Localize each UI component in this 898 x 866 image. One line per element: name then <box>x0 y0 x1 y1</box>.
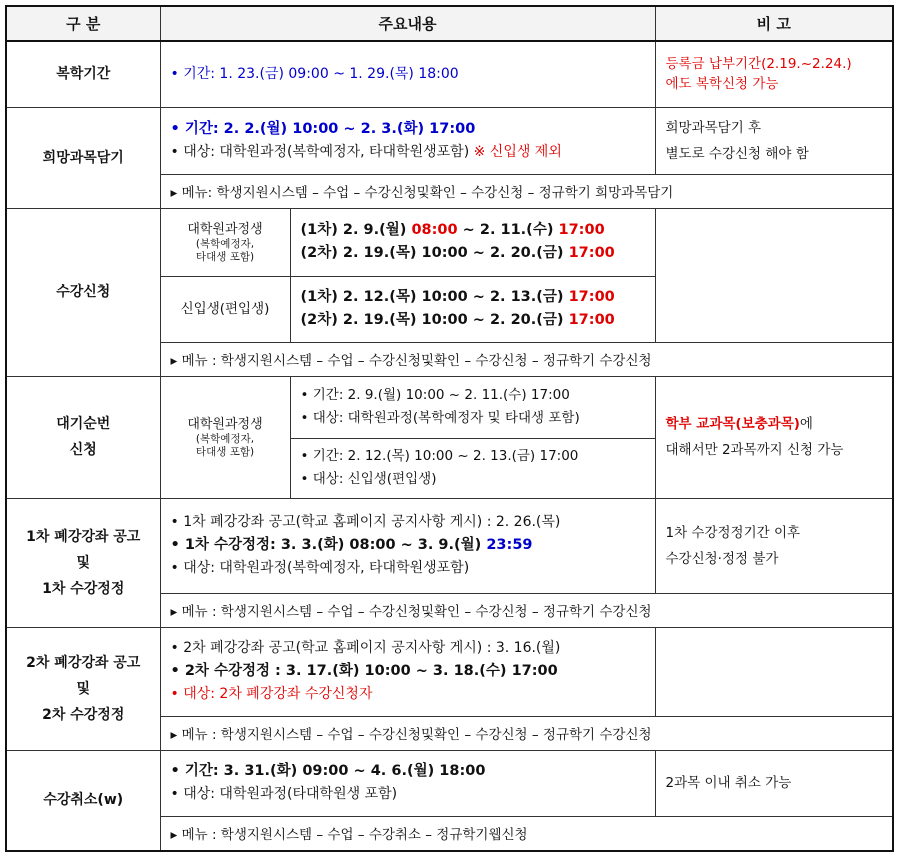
category-second-change-line3: 2차 수강정정 <box>42 706 125 723</box>
remark-waitlist-line1 <box>666 411 883 437</box>
first-change-menu-path: ▸ 메뉴 : 학생지원시스템 – 수업 – 수강신청및확인 – 수강신청 – 정규학기 수강신청 <box>160 593 893 627</box>
content-reinstatement <box>160 41 655 107</box>
category-registration: 수강신청 <box>6 208 160 376</box>
header-row <box>6 6 893 41</box>
remark-reinstatement-line2: 에도 복학신청 가능 <box>665 76 779 93</box>
category-first-change <box>6 498 160 627</box>
waitlist-label <box>160 376 290 498</box>
first-change-period <box>171 534 645 557</box>
remark-reinstatement-line1: 등록금 납부기간(2.19.~2.24.) <box>665 56 852 73</box>
registration-grad-schedule <box>290 208 655 276</box>
content-wishlist <box>160 107 655 174</box>
remark-waitlist-suffix: 에 <box>799 416 813 432</box>
waitlist-b-target: • 대상: 신입생(편입생) <box>300 471 437 487</box>
withdrawal-menu-path: ▸ 메뉴 : 학생지원시스템 – 수업 – 수강취소 – 정규학기웹신청 <box>160 816 893 851</box>
remark-withdrawal: 2과목 이내 취소 가능 <box>655 750 893 816</box>
registration-grad-label-sub1: (복학예정자, <box>195 237 255 250</box>
new-r2-end-time: 17:00 <box>568 312 615 328</box>
wishlist-target-note: ※ 신입생 제외 <box>473 143 562 160</box>
category-second-change <box>6 627 160 750</box>
waitlist-schedule-a <box>290 376 655 438</box>
remark-waitlist <box>655 376 893 498</box>
registration-grad-round2 <box>301 242 645 265</box>
schedule-table-wrapper <box>5 5 892 860</box>
registration-grad-label-main: 대학원과정생 <box>187 221 263 237</box>
category-withdrawal: 수강취소(w) <box>6 750 160 851</box>
remark-wishlist-line1: 희망과목담기 후 <box>665 119 762 136</box>
grad-r2-end-time: 17:00 <box>568 245 615 261</box>
first-change-end-time: 23:59 <box>486 537 533 553</box>
category-waitlist-line1: 대기순번 <box>56 416 111 432</box>
wishlist-target-text: • 대상: 대학원과정(복학예정자, 타대학원생포함) <box>170 143 474 160</box>
waitlist-b-period: • 기간: 2. 12.(목) 10:00 ~ 2. 13.(금) 17:00 <box>300 448 579 464</box>
content-second-change <box>160 627 655 716</box>
waitlist-a-period: • 기간: 2. 9.(월) 10:00 ~ 2. 11.(수) 17:00 <box>300 387 570 403</box>
grad-r1-start-date: (1차) 2. 9.(월) <box>300 222 412 238</box>
category-first-change-line2: 및 <box>76 554 91 571</box>
new-r1-range: (1차) 2. 12.(목) 10:00 ~ 2. 13.(금) <box>300 289 569 305</box>
registration-grad-label <box>160 208 290 276</box>
course-registration-schedule-table <box>5 5 894 852</box>
remark-first-change <box>655 498 893 593</box>
registration-grad-label-sub2: 타대생 포함) <box>195 250 255 263</box>
second-change-target: • 대상: 2차 폐강강좌 수강신청자 <box>170 686 373 702</box>
waitlist-label-sub2: 타대생 포함) <box>195 445 255 458</box>
waitlist-label-sub1: (복학예정자, <box>195 432 255 445</box>
waitlist-schedule-b <box>290 438 655 498</box>
first-change-range: • 1차 수강정정: 3. 3.(화) 08:00 ~ 3. 9.(월) <box>170 537 487 553</box>
new-r2-range: (2차) 2. 19.(목) 10:00 ~ 2. 20.(금) <box>300 312 569 328</box>
row-withdrawal <box>6 750 893 816</box>
registration-new-round2 <box>301 309 645 332</box>
row-waitlist-a <box>6 376 893 438</box>
category-wishlist: 희망과목담기 <box>6 107 160 208</box>
content-withdrawal <box>160 750 655 816</box>
row-first-change <box>6 498 893 593</box>
reinstatement-period: • 기간: 1. 23.(금) 09:00 ~ 1. 29.(목) 18:00 <box>170 65 459 82</box>
row-wishlist <box>6 107 893 174</box>
withdrawal-period: • 기간: 3. 31.(화) 09:00 ~ 4. 6.(월) 18:00 <box>170 763 486 779</box>
remark-first-change-line1: 1차 수강정정기간 이후 <box>665 524 801 541</box>
registration-new-label: 신입생(편입생) <box>160 276 290 342</box>
registration-new-schedule <box>290 276 655 342</box>
row-reinstatement <box>6 41 893 107</box>
second-change-period: • 2차 수강정정 : 3. 17.(화) 10:00 ~ 3. 18.(수) 17:00 <box>170 663 558 679</box>
remark-reinstatement <box>655 41 893 107</box>
category-first-change-line3: 1차 수강정정 <box>42 580 125 597</box>
header-category: 구 분 <box>6 6 160 41</box>
grad-r1-end-time: 17:00 <box>558 222 605 238</box>
remark-wishlist <box>655 107 893 174</box>
category-second-change-line1: 2차 폐강강좌 공고 <box>26 654 141 671</box>
registration-menu-path: ▸ 메뉴 : 학생지원시스템 – 수업 – 수강신청및확인 – 수강신청 – 정규학기 수강신청 <box>160 342 893 376</box>
grad-r1-end-date: ~ 2. 11.(수) <box>457 222 559 238</box>
category-second-change-line2: 및 <box>76 680 91 697</box>
remark-wishlist-line2: 별도로 수강신청 해야 함 <box>665 145 809 162</box>
remark-second-change <box>655 627 893 716</box>
withdrawal-target: • 대상: 대학원과정(타대학원생 포함) <box>170 786 398 802</box>
remark-waitlist-line2: 대해서만 2과목까지 신청 가능 <box>665 442 844 458</box>
registration-grad-round1 <box>301 219 645 242</box>
header-remarks: 비 고 <box>655 6 893 41</box>
first-change-notice: • 1차 폐강강좌 공고(학교 홈페이지 공지사항 게시) : 2. 26.(목) <box>170 514 561 530</box>
remark-waitlist-highlight: 학부 교과목(보충과목) <box>665 416 800 432</box>
category-reinstatement: 복학기간 <box>6 41 160 107</box>
category-waitlist-line2: 신청 <box>69 442 97 458</box>
wishlist-period: • 기간: 2. 2.(월) 10:00 ~ 2. 3.(화) 17:00 <box>170 120 476 137</box>
remark-registration <box>655 208 893 342</box>
second-change-notice: • 2차 폐강강좌 공고(학교 홈페이지 공지사항 게시) : 3. 16.(월) <box>170 640 561 656</box>
category-first-change-line1: 1차 폐강강좌 공고 <box>26 528 141 545</box>
category-waitlist <box>6 376 160 498</box>
wishlist-target <box>171 141 645 164</box>
row-second-change <box>6 627 893 716</box>
first-change-target: • 대상: 대학원과정(복학예정자, 타대학원생포함) <box>170 560 470 576</box>
grad-r2-range: (2차) 2. 19.(목) 10:00 ~ 2. 20.(금) <box>300 245 569 261</box>
new-r1-end-time: 17:00 <box>568 289 615 305</box>
content-first-change <box>160 498 655 593</box>
header-content: 주요내용 <box>160 6 655 41</box>
wishlist-menu-path: ▸ 메뉴: 학생지원시스템 – 수업 – 수강신청및확인 – 수강신청 – 정규학기 희망과목담기 <box>160 174 893 208</box>
waitlist-label-main: 대학원과정생 <box>187 416 263 432</box>
grad-r1-start-time: 08:00 <box>411 222 458 238</box>
second-change-menu-path: ▸ 메뉴 : 학생지원시스템 – 수업 – 수강신청및확인 – 수강신청 – 정규학기 수강신청 <box>160 716 893 750</box>
registration-new-round1 <box>301 286 645 309</box>
remark-first-change-line2: 수강신청·정정 불가 <box>665 550 779 567</box>
waitlist-a-target: • 대상: 대학원과정(복학예정자 및 타대생 포함) <box>300 410 580 426</box>
row-registration-grad <box>6 208 893 276</box>
